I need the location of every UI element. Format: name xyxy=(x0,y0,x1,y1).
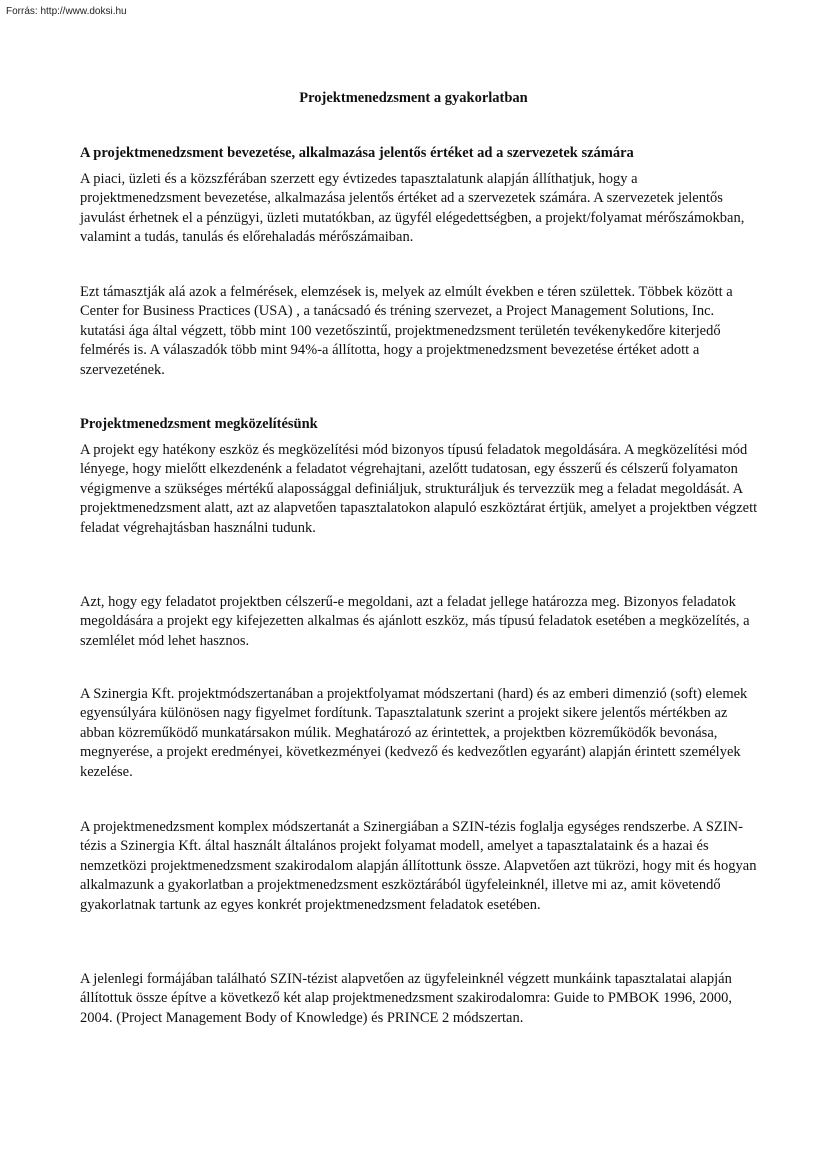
paragraph-szin-tezis: A projektmenedzsment komplex módszertanát a Szinergiában a SZIN-tézis foglalja egységes rendszerbe. A SZIN-tézis a Szinergia Kft. által használt általános projekt folyamat modell, amelyet a tapasztalataink és a hazai és nemzetközi projektmenedzsment szakirodalom alapján állítottunk össze. Alapvetően azt tükrözi, hogy mit és hogyan alkalmazunk a gyakorlatban a projektmenedzsment eszköztárából ügyfeleinknél, illetve mi az, amit követendő gyakorlatnak tartunk az egyes konkrét projektmenedzsment feladatok esetében. xyxy=(80,819,757,913)
source-label: Forrás: http://www.doksi.hu xyxy=(6,6,127,17)
paragraph-project-definition: A projekt egy hatékony eszköz és megközelítési mód bizonyos típusú feladatok megoldására. A megközelítési mód lényege, hogy mielőtt elkezdenénk a feladatot végrehajtani, azelőtt tudatosan, egy ésszerű és célszerű folyamaton végigmenve a szükséges mértékű alapossággal definiáljuk, strukturáljuk és tervezzük meg a feladat megoldását. A projektmenedzsment alatt, azt az alapvetően tapasztalatokon alapuló eszköztárat értjük, amelyet a projektben végzett feladat végrehajtásban használni tudunk. xyxy=(80,442,758,536)
section-heading-approach: Projektmenedzsment megközelítésünk xyxy=(80,416,318,432)
paragraph-survey: Ezt támasztják alá azok a felmérések, elemzések is, melyek az elmúlt években e téren születtek. Többek között a Center for Business Practices (USA) , a tanácsadó és tréning szervezet, a Project Management Solutions, Inc. kutatási ága által végzett, több mint 100 vezetőszintű, projektmenedzsment területén tevékenykedőre kiterjedő felmérés is. A válaszadók több mint 94%-a állította, hogy a projektmenedzsment bevezetése értéket adott a szervezetének. xyxy=(80,284,733,378)
paragraph-value-intro: A piaci, üzleti és a közszférában szerzett egy évtizedes tapasztalatunk alapján állíthatjuk, hogy a projektmenedzsment bevezetése, alkalmazása jelentős értéket ad a szervezetek számára. A szervezetek jelentős javulást érhetnek el a pénzügyi, üzleti mutatókban, az ügyfél elégedettségben, a projekt/folyamat mérőszámokban, valamint a tudás, tanulás és előrehaladás mérőszámaiban. xyxy=(80,171,745,246)
document-title: Projektmenedzsment a gyakorlatban xyxy=(299,90,528,106)
paragraph-task-nature: Azt, hogy egy feladatot projektben célszerű-e megoldani, azt a feladat jellege határozza meg. Bizonyos feladatok megoldására a projekt egy kifejezetten alkalmas és ajánlott eszköz, más típusú feladatok esetében a megközelítés, a szemlélet mód lehet hasznos. xyxy=(80,594,750,649)
paragraph-sources: A jelenlegi formájában található SZIN-tézist alapvetően az ügyfeleinknél végzett munkáink tapasztalatai alapján állítottuk össze építve a következő két alap projektmenedzsment szakirodalomra: Guide to PMBOK 1996, 2000, 2004. (Project Management Body of Knowledge) és PRINCE 2 módszertan. xyxy=(80,971,732,1026)
section-heading-value: A projektmenedzsment bevezetése, alkalmazása jelentős értéket ad a szervezetek számára xyxy=(80,145,634,161)
paragraph-hard-soft: A Szinergia Kft. projektmódszertanában a projektfolyamat módszertani (hard) és az emberi dimenzió (soft) elemek egyensúlyára különösen nagy figyelmet fordítunk. Tapasztalatunk szerint a projekt sikere jelentős mértékben az abban közreműködő munkatársakon múlik. Meghatározó az érintettek, a projektben közreműködők bevonása, megnyerése, a projekt eredményei, következményei (kedvező és kedvezőtlen egyaránt) alapján érintett személyek kezelése. xyxy=(80,686,748,780)
